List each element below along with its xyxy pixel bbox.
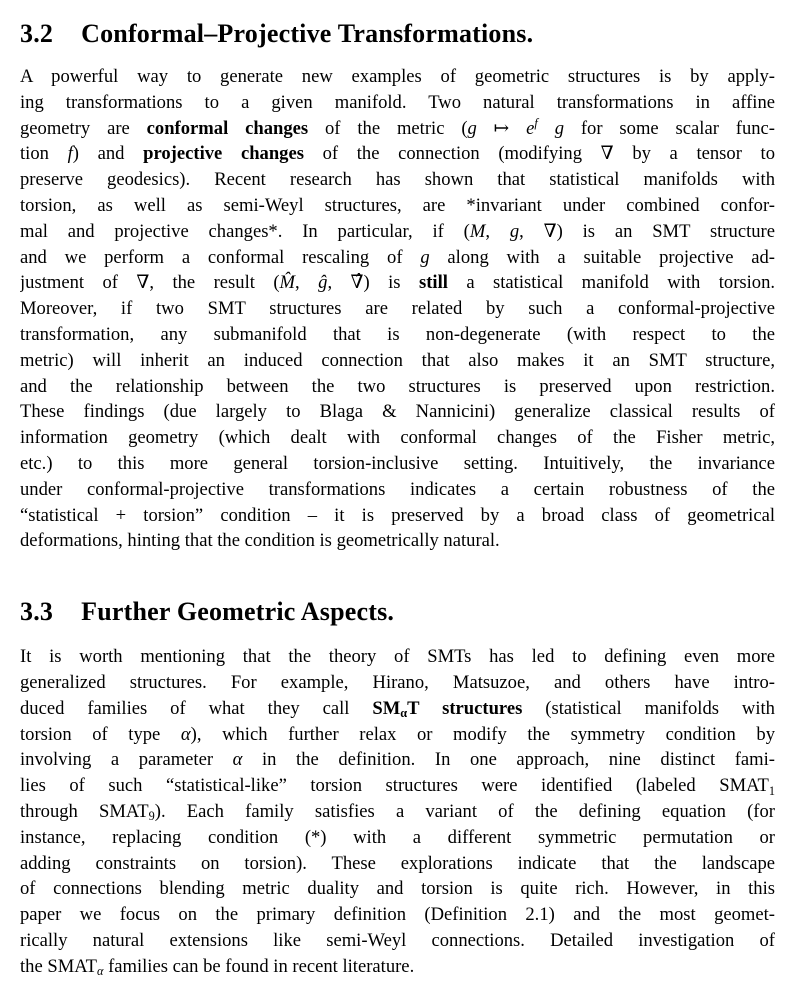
section-number: 3.3 xyxy=(20,597,54,627)
text-line xyxy=(20,799,775,825)
text-line xyxy=(20,425,775,451)
text-line xyxy=(20,399,775,425)
text-segment: along with a suitable projective ad- xyxy=(429,246,775,268)
text-segment: ) and xyxy=(72,143,144,165)
text-segment: justment of ∇, the result ( xyxy=(20,272,280,294)
text-segment-isub: α xyxy=(96,964,104,979)
text-segment: through SMAT xyxy=(20,800,149,822)
text-segment-b: conformal changes xyxy=(146,117,309,139)
section-title: Further Geometric Aspects. xyxy=(81,597,395,627)
text-segment: involving a parameter xyxy=(20,749,233,771)
text-segment-b: SM xyxy=(372,697,401,719)
text-line xyxy=(20,245,775,271)
text-segment-i: ĝ xyxy=(318,272,328,294)
text-segment-b: still xyxy=(418,272,448,294)
text-segment: adding constraints on torsion). These explorations indicate that the landscape xyxy=(20,852,775,874)
text-segment: , ∇) is an SMT structure xyxy=(519,220,775,242)
text-segment-i: g xyxy=(467,117,477,139)
text-line xyxy=(20,851,775,877)
text-segment-i: α xyxy=(232,749,243,771)
section-heading-3-3 xyxy=(20,596,775,628)
text-segment: a statistical manifold with torsion. xyxy=(447,272,775,294)
text-segment: These findings (due largely to Blaga & Nannicini) generalize classical results of xyxy=(20,401,775,423)
text-line xyxy=(20,503,775,529)
text-line xyxy=(20,64,775,90)
text-segment-i: g xyxy=(420,246,430,268)
text-segment: rically natural extensions like semi-Weyl connections. Detailed investigation of xyxy=(20,929,775,951)
text-segment: It is worth mentioning that the theory of SMTs has led to defining even more xyxy=(20,646,775,668)
text-line xyxy=(20,219,775,245)
text-segment: , xyxy=(485,220,510,242)
text-segment: of the connection (modifying ∇ by a tensor to xyxy=(303,143,775,165)
text-line xyxy=(20,773,775,799)
text-segment-i: f xyxy=(67,143,73,165)
section-title: Conformal–Projective Transformations. xyxy=(81,19,534,48)
paragraph-conformal-projective xyxy=(20,64,775,554)
text-segment: instance, replacing condition (*) with a different symmetric permutation or xyxy=(20,826,775,848)
text-segment-i: M xyxy=(469,220,486,242)
text-line xyxy=(20,954,775,980)
text-segment: , xyxy=(295,272,319,294)
text-segment: torsion, as well as semi-Weyl structures, are *invariant under combined confor- xyxy=(20,194,775,216)
text-line xyxy=(20,90,775,116)
text-line xyxy=(20,451,775,477)
text-line xyxy=(20,876,775,902)
text-segment: for some scalar func- xyxy=(564,117,775,139)
text-line xyxy=(20,528,775,554)
text-segment: ), which further relax or modify the symmetry condition by xyxy=(190,723,775,745)
text-line xyxy=(20,322,775,348)
text-segment: in the definition. In one approach, nine distinct fami- xyxy=(242,749,775,771)
text-line xyxy=(20,116,775,142)
text-segment-i: M̂ xyxy=(279,272,296,294)
text-segment: generalized structures. For example, Hirano, Matsuzoe, and others have intro- xyxy=(20,671,775,693)
text-segment-i: α xyxy=(180,723,191,745)
text-segment: “statistical + torsion” condition – it is preserved by a broad class of geometrical xyxy=(20,504,775,526)
text-segment: and the relationship between the two structures is preserved upon restriction. xyxy=(20,375,775,397)
text-segment: mal and projective changes*. In particular, if ( xyxy=(20,220,470,242)
text-segment: families can be found in recent literature. xyxy=(103,955,415,977)
text-segment-sub: 9 xyxy=(148,809,155,824)
text-segment: lies of such “statistical-like” torsion structures were identified (labeled SMAT xyxy=(20,775,769,797)
text-line xyxy=(20,902,775,928)
text-line xyxy=(20,477,775,503)
text-segment: , ∇̂) is xyxy=(327,272,419,294)
text-segment: A powerful way to generate new examples of geometric structures is by apply- xyxy=(20,66,775,87)
text-segment-sup: f xyxy=(534,116,538,131)
text-line xyxy=(20,193,775,219)
text-segment: ↦ xyxy=(476,117,527,139)
text-segment: the SMAT xyxy=(20,955,97,977)
text-segment: under conformal-projective transformations indicates a certain robustness of the xyxy=(20,478,775,500)
text-line xyxy=(20,928,775,954)
text-line xyxy=(20,270,775,296)
text-line xyxy=(20,644,775,670)
text-segment: transformation, any submanifold that is non-degenerate (with respect to the xyxy=(20,323,775,345)
text-line xyxy=(20,374,775,400)
text-segment: ing transformations to a given manifold. Two natural transformations in affine xyxy=(20,91,775,113)
text-segment: etc.) to this more general torsion-inclusive setting. Intuitively, the invariance xyxy=(20,452,775,474)
text-segment: (statistical manifolds with xyxy=(522,697,775,719)
text-segment: geometry are xyxy=(20,117,147,139)
text-line xyxy=(20,141,775,167)
text-line xyxy=(20,722,775,748)
text-segment-b: T structures xyxy=(407,697,523,719)
text-segment: duced families of what they call xyxy=(20,697,373,719)
section-number: 3.2 xyxy=(20,19,54,48)
section-heading-3-2 xyxy=(20,18,775,50)
text-segment: of the metric ( xyxy=(308,117,468,139)
text-line xyxy=(20,296,775,322)
text-line xyxy=(20,696,775,722)
text-segment: metric) will inherit an induced connection that also makes it an SMT structure, xyxy=(20,349,775,371)
text-line xyxy=(20,747,775,773)
text-segment-i: g xyxy=(537,117,564,139)
text-segment: ). Each family satisfies a variant of the defining equation (for xyxy=(154,800,775,822)
text-segment: deformations, hinting that the condition is geometrically natural. xyxy=(20,530,500,552)
text-segment: information geometry (which dealt with conformal changes of the Fisher metric, xyxy=(20,427,775,449)
text-segment-bsub: α xyxy=(400,706,408,721)
text-segment: preserve geodesics). Recent research has shown that statistical manifolds with xyxy=(20,169,775,191)
text-segment: tion xyxy=(20,143,68,165)
text-segment: of connections blending metric duality and torsion is quite rich. However, in this xyxy=(20,878,775,900)
text-line xyxy=(20,348,775,374)
paragraph-further-geometric-aspects xyxy=(20,644,775,979)
text-line xyxy=(20,825,775,851)
text-segment-sub: 1 xyxy=(768,783,775,798)
text-segment-i: g xyxy=(509,220,520,242)
text-segment: torsion of type xyxy=(20,723,181,745)
text-segment: Moreover, if two SMT structures are related by such a conformal-projective xyxy=(20,298,775,320)
text-line xyxy=(20,670,775,696)
text-line xyxy=(20,167,775,193)
text-segment-b: projective changes xyxy=(143,143,304,165)
text-segment-i: e xyxy=(526,117,535,139)
text-segment: and we perform a conformal rescaling of xyxy=(20,246,421,268)
text-segment: paper we focus on the primary definition (Definition 2.1) and the most geomet- xyxy=(20,904,775,926)
